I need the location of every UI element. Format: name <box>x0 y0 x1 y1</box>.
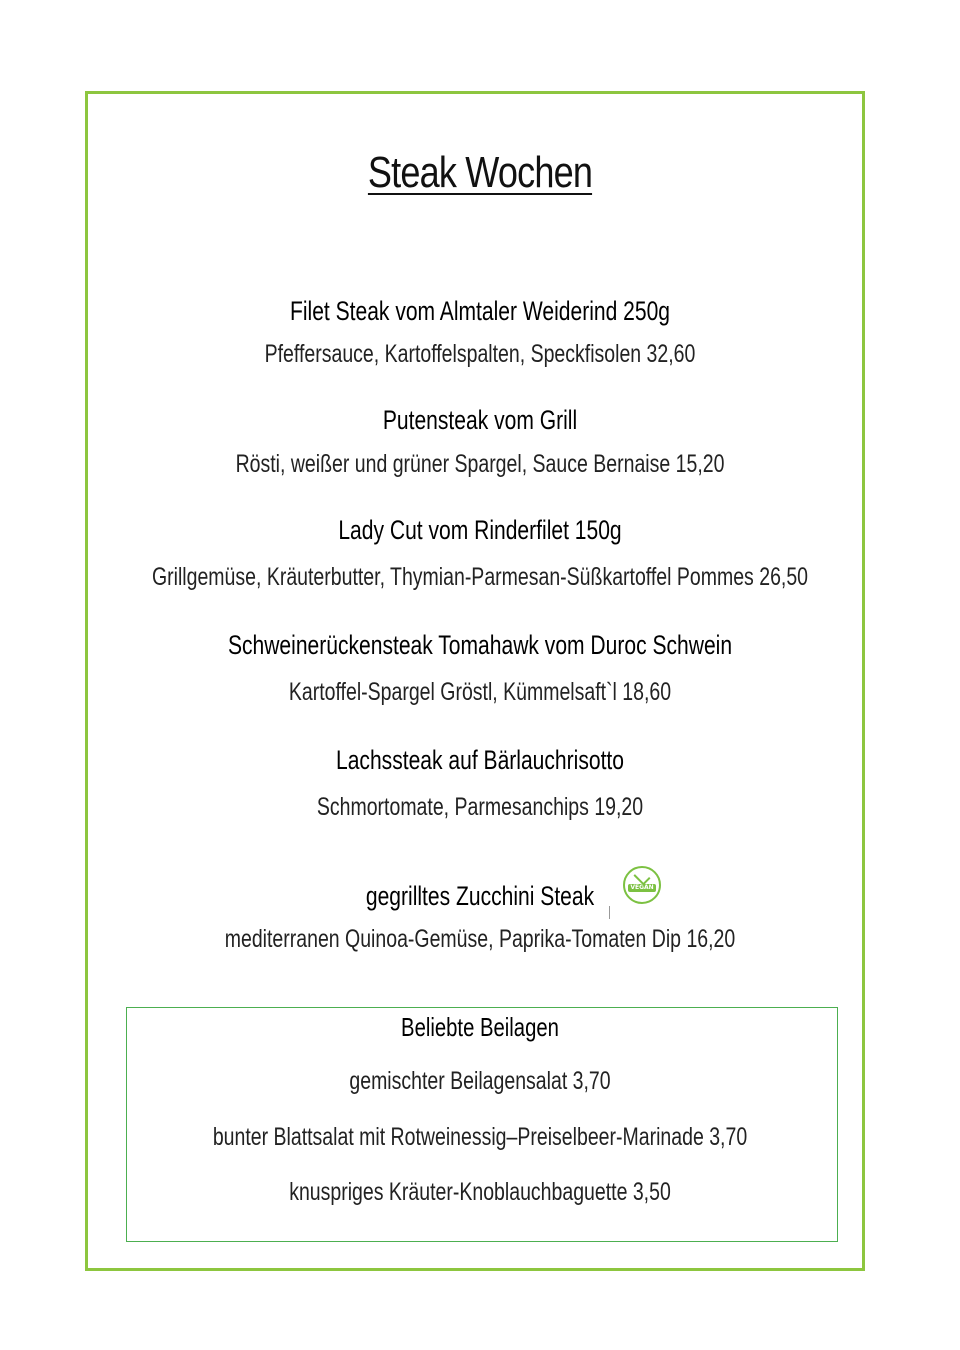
dish-description: Schmortomate, Parmesanchips 19,20 <box>316 793 644 821</box>
dish-description: Grillgemüse, Kräuterbutter, Thymian-Parmesan-Süßkartoffel Pommes 26,50 <box>151 563 809 591</box>
sides-title: Beliebte Beilagen <box>401 1012 559 1042</box>
dish-name: Lady Cut vom Rinderfilet 150g <box>338 515 622 545</box>
dish-description: Pfeffersauce, Kartoffelspalten, Speckfisolen 32,60 <box>264 340 696 368</box>
menu-title: Steak Wochen <box>367 148 593 197</box>
dish-name: Schweinerückensteak Tomahawk vom Duroc Schwein <box>227 630 733 660</box>
dish-name: Filet Steak vom Almtaler Weiderind 250g <box>289 296 671 326</box>
side-item: bunter Blattsalat mit Rotweinessig–Preiselbeer-Marinade 3,70 <box>212 1123 748 1151</box>
side-item: gemischter Beilagensalat 3,70 <box>349 1067 611 1095</box>
leaf-icon <box>634 869 651 886</box>
dish-description: Kartoffel-Spargel Gröstl, Kümmelsaft`l 18,60 <box>288 678 672 706</box>
dish-description: Rösti, weißer und grüner Spargel, Sauce Bernaise 15,20 <box>235 450 725 478</box>
side-item: knuspriges Kräuter-Knoblauchbaguette 3,50 <box>289 1178 671 1206</box>
vegan-badge-icon <box>623 866 661 904</box>
dish-description: mediterranen Quinoa-Gemüse, Paprika-Tomaten Dip 16,20 <box>224 925 736 953</box>
divider-tick <box>609 906 610 919</box>
dish-name: Lachssteak auf Bärlauchrisotto <box>336 745 624 775</box>
dish-name: gegrilltes Zucchini Steak <box>365 881 595 911</box>
dish-name: Putensteak vom Grill <box>382 405 578 435</box>
vegan-badge-label: VEGAN <box>630 884 654 891</box>
